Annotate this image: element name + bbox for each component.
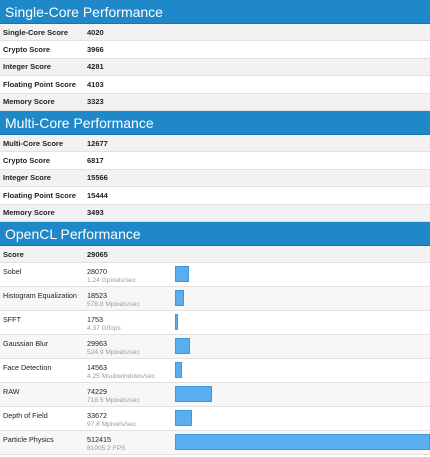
opencl-score-label: Score [3, 249, 24, 259]
benchmark-values [87, 407, 175, 430]
row-value: 12677 [87, 138, 108, 148]
table-row [0, 135, 430, 152]
table-row [0, 24, 430, 41]
benchmark-score: 18523 [87, 291, 107, 301]
benchmark-throughput: 524.9 Mpixels/sec [87, 349, 140, 357]
benchmark-values [87, 263, 175, 286]
benchmark-bar [175, 290, 184, 306]
benchmark-values [87, 359, 175, 382]
benchmark-label: Histogram Equalization [3, 291, 77, 301]
row-value: 4020 [87, 27, 104, 37]
benchmark-throughput: 81005.2 FPS [87, 445, 126, 453]
table-row [0, 383, 430, 407]
row-label: Single-Core Score [3, 27, 69, 37]
benchmark-label: Depth of Field [3, 411, 48, 421]
benchmark-bar-track [175, 335, 430, 358]
row-label: Integer Score [3, 62, 51, 72]
opencl-section [0, 222, 430, 455]
benchmark-throughput: 718.5 Mpixels/sec [87, 397, 140, 405]
row-value: 3966 [87, 45, 104, 55]
benchmark-score: 14563 [87, 363, 107, 373]
benchmark-values [87, 335, 175, 358]
multi-core-table [0, 135, 430, 222]
benchmark-bar [175, 434, 430, 450]
table-row [0, 205, 430, 222]
benchmark-bar-track [175, 287, 430, 310]
benchmark-bar-track [175, 359, 430, 382]
benchmark-bar [175, 410, 192, 426]
benchmark-bar [175, 266, 189, 282]
table-row [0, 431, 430, 455]
row-value: 3323 [87, 97, 104, 107]
opencl-score-row [0, 246, 430, 263]
benchmark-label: Sobel [3, 267, 22, 277]
row-label: Floating Point Score [3, 190, 76, 200]
row-label: Integer Score [3, 173, 51, 183]
benchmark-values [87, 383, 175, 406]
benchmark-score: 28070 [87, 267, 107, 277]
benchmark-throughput: 4.25 Msubwindows/sec [87, 373, 156, 381]
table-row [0, 152, 430, 169]
benchmark-throughput: 1.24 Gpixels/sec [87, 277, 136, 285]
table-row [0, 41, 430, 58]
row-value: 4103 [87, 79, 104, 89]
benchmark-bar [175, 362, 182, 378]
multi-core-section [0, 111, 430, 222]
row-value: 3493 [87, 208, 104, 218]
benchmark-label: Gaussian Blur [3, 339, 49, 349]
row-value: 6817 [87, 156, 104, 166]
table-row [0, 170, 430, 187]
benchmark-bar [175, 338, 190, 354]
opencl-header: OpenCL Performance [0, 222, 430, 246]
benchmark-score: 74229 [87, 387, 107, 397]
benchmark-throughput: 4.37 Gflops [87, 325, 121, 333]
opencl-table [0, 263, 430, 455]
table-row [0, 76, 430, 93]
benchmark-throughput: 97.8 Mpixels/sec [87, 421, 137, 429]
benchmark-bar-track [175, 407, 430, 430]
row-label: Floating Point Score [3, 79, 76, 89]
multi-core-header: Multi-Core Performance [0, 111, 430, 135]
opencl-score-value: 29065 [87, 249, 108, 259]
benchmark-label: Face Detection [3, 363, 52, 373]
row-value: 15566 [87, 173, 108, 183]
row-label: Multi-Core Score [3, 138, 64, 148]
single-core-header: Single-Core Performance [0, 0, 430, 24]
benchmark-values [87, 311, 175, 334]
table-row [0, 187, 430, 204]
table-row [0, 335, 430, 359]
row-label: Crypto Score [3, 45, 51, 55]
benchmark-bar-track [175, 383, 430, 406]
benchmark-throughput: 578.8 Mpixels/sec [87, 301, 140, 309]
benchmark-values [87, 431, 175, 454]
benchmark-label: SFFT [3, 315, 21, 325]
benchmark-bar-track [175, 311, 430, 334]
table-row [0, 287, 430, 311]
table-row [0, 359, 430, 383]
benchmark-label: RAW [3, 387, 20, 397]
single-core-section [0, 0, 430, 111]
table-row [0, 94, 430, 111]
row-value: 4281 [87, 62, 104, 72]
table-row [0, 59, 430, 76]
table-row [0, 407, 430, 431]
benchmark-score: 29963 [87, 339, 107, 349]
table-row [0, 311, 430, 335]
benchmark-values [87, 287, 175, 310]
row-label: Memory Score [3, 97, 55, 107]
single-core-table [0, 24, 430, 111]
row-value: 15444 [87, 190, 108, 200]
benchmark-bar-track [175, 431, 430, 454]
row-label: Crypto Score [3, 156, 51, 166]
benchmark-score: 512415 [87, 435, 111, 445]
benchmark-label: Particle Physics [3, 435, 54, 445]
benchmark-bar [175, 386, 212, 402]
benchmark-score: 1753 [87, 315, 103, 325]
row-label: Memory Score [3, 208, 55, 218]
benchmark-score: 33672 [87, 411, 107, 421]
table-row [0, 263, 430, 287]
benchmark-bar [175, 314, 178, 330]
benchmark-bar-track [175, 263, 430, 286]
